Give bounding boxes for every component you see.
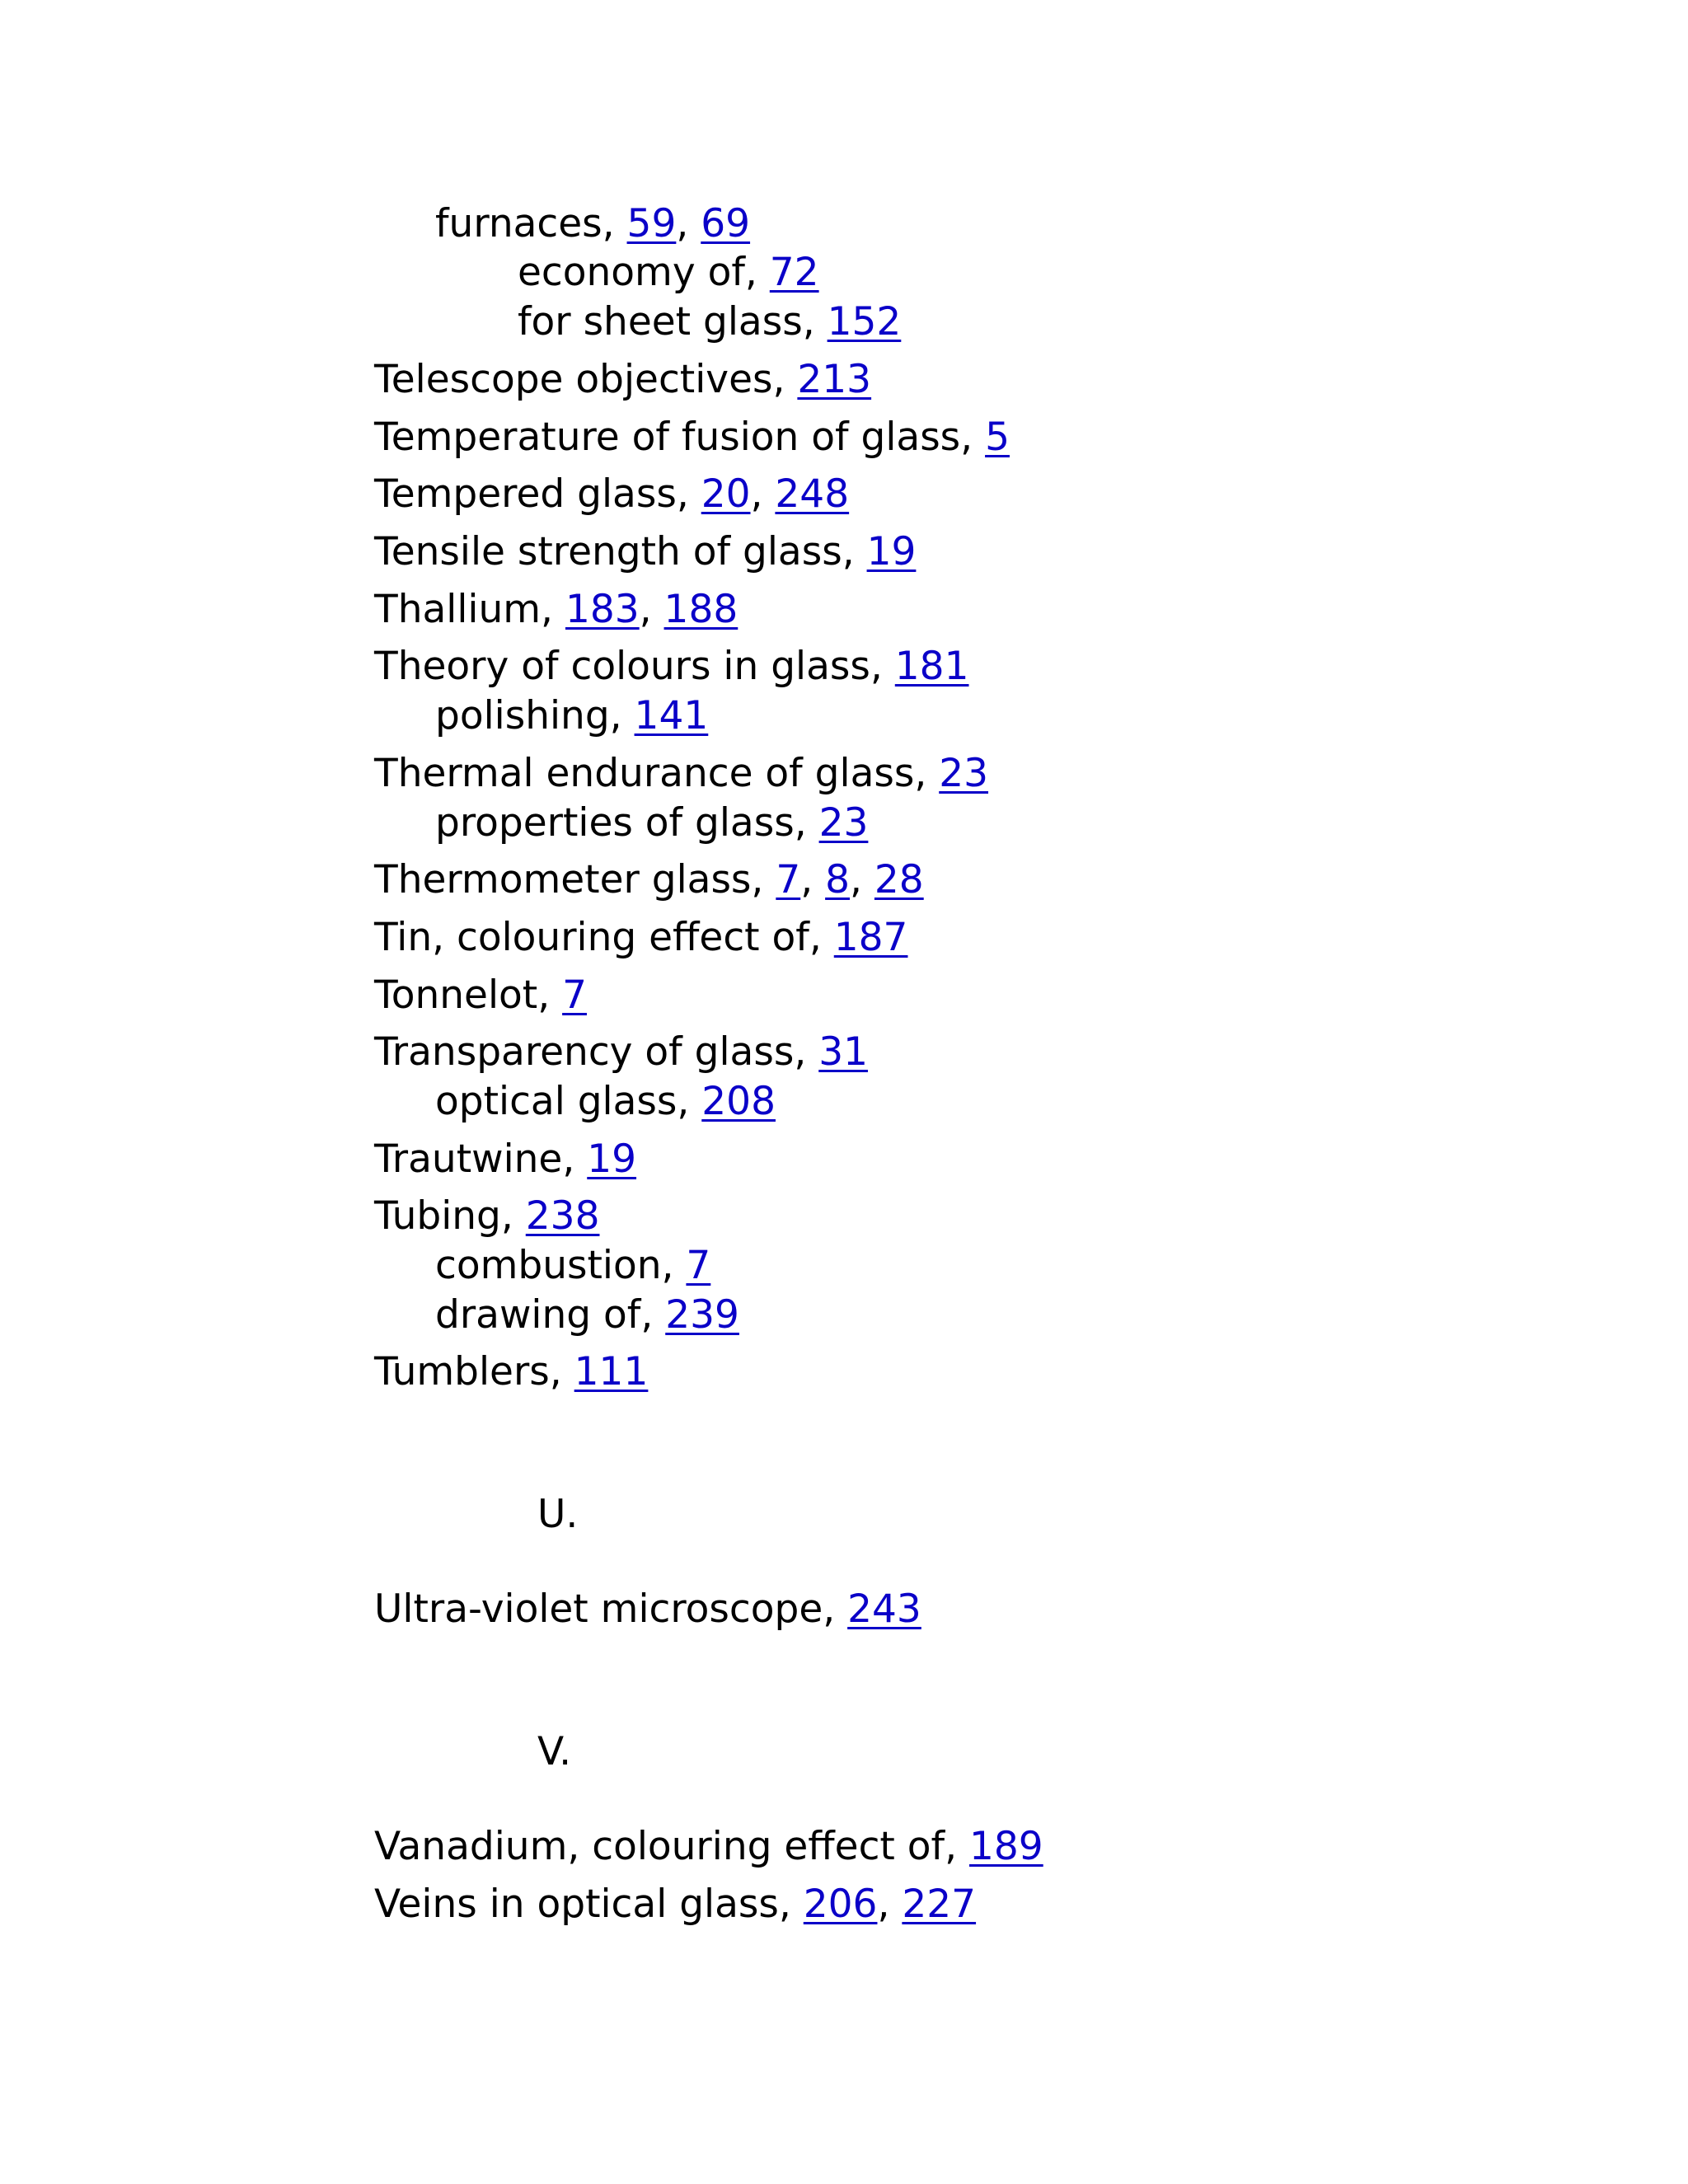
index-entry: [374, 1347, 648, 1397]
index-entry: [374, 913, 907, 963]
index-term: properties of glass,: [435, 800, 819, 846]
page-link[interactable]: 72: [769, 250, 819, 295]
index-term: furnaces,: [435, 201, 627, 246]
index-term: drawing of,: [435, 1292, 666, 1338]
page-link[interactable]: 227: [902, 1882, 977, 1927]
page-link[interactable]: 181: [894, 644, 969, 689]
section-letter-heading: V.: [537, 1729, 572, 1774]
page-link[interactable]: 152: [827, 299, 902, 344]
page-link[interactable]: 23: [939, 751, 989, 796]
index-entry: [374, 1192, 599, 1241]
page-link[interactable]: 31: [818, 1029, 869, 1075]
page-link[interactable]: 7: [562, 972, 587, 1018]
page-link[interactable]: 188: [663, 587, 738, 632]
index-term: Thermal endurance of glass,: [374, 751, 940, 796]
page-link[interactable]: 183: [565, 587, 640, 632]
section-letter-heading: U.: [537, 1492, 579, 1537]
page-separator: ,: [877, 1882, 903, 1927]
index-term: Trautwine,: [374, 1137, 588, 1182]
page-link[interactable]: 111: [574, 1349, 649, 1394]
page-link[interactable]: 7: [686, 1243, 711, 1288]
page-link[interactable]: 28: [874, 857, 924, 902]
index-entry: [374, 413, 1010, 462]
index-term: for sheet glass,: [518, 299, 828, 344]
index-entry: [374, 355, 871, 405]
index-term: Ultra-violet microscope,: [374, 1586, 848, 1632]
index-term: Transparency of glass,: [374, 1029, 819, 1075]
index-subentry: [435, 691, 708, 741]
index-term: optical glass,: [435, 1079, 702, 1124]
index-term: Tumblers,: [374, 1349, 574, 1394]
page-link[interactable]: 187: [833, 915, 908, 960]
index-term: Thermometer glass,: [374, 857, 776, 902]
index-subentry: [435, 799, 868, 848]
index-entry: [374, 1585, 921, 1634]
index-entry: [374, 1880, 976, 1929]
page-separator: ,: [676, 201, 701, 246]
page-link[interactable]: 206: [803, 1882, 878, 1927]
index-term: polishing,: [435, 693, 635, 738]
page-separator: ,: [750, 471, 776, 517]
page-link[interactable]: 248: [775, 471, 850, 517]
index-entry: [374, 1028, 868, 1077]
index-subentry: [435, 1291, 739, 1340]
index-term: Tonnelot,: [374, 972, 563, 1018]
page-link[interactable]: 20: [701, 471, 751, 517]
index-term: Temperature of fusion of glass,: [374, 415, 986, 460]
page-link[interactable]: 238: [525, 1193, 600, 1239]
page-link[interactable]: 239: [665, 1292, 739, 1338]
page-separator: ,: [850, 857, 874, 902]
page-link[interactable]: 19: [587, 1137, 637, 1182]
index-subentry: [435, 1241, 710, 1291]
index-entry: [374, 1135, 636, 1184]
index-term: Vanadium, colouring effect of,: [374, 1824, 969, 1869]
page-link[interactable]: 208: [701, 1079, 776, 1124]
index-term: Tubing,: [374, 1193, 526, 1239]
page-link[interactable]: 213: [797, 357, 872, 402]
page-link[interactable]: 19: [866, 529, 917, 574]
index-entry: [374, 855, 924, 905]
page-separator: ,: [639, 587, 664, 632]
index-subentry: [435, 1077, 776, 1127]
index-entry: [374, 749, 988, 799]
page-link[interactable]: 69: [701, 201, 751, 246]
index-term: economy of,: [518, 250, 770, 295]
page-link[interactable]: 5: [985, 415, 1010, 460]
page-link[interactable]: 7: [776, 857, 801, 902]
page-separator: ,: [800, 857, 826, 902]
index-term: Tin, colouring effect of,: [374, 915, 834, 960]
page-link[interactable]: 59: [626, 201, 677, 246]
index-term: Tempered glass,: [374, 471, 701, 517]
index-term: Tensile strength of glass,: [374, 529, 867, 574]
page-link[interactable]: 23: [818, 800, 869, 846]
index-subentry: [518, 248, 819, 298]
index-subentry: [435, 199, 750, 249]
index-entry: [374, 1822, 1043, 1872]
page-link[interactable]: 189: [968, 1824, 1043, 1869]
index-term: Veins in optical glass,: [374, 1882, 804, 1927]
index-entry: [374, 585, 738, 635]
page-link[interactable]: 243: [847, 1586, 921, 1632]
index-entry: [374, 470, 849, 519]
index-term: Telescope objectives,: [374, 357, 798, 402]
page-link[interactable]: 8: [825, 857, 851, 902]
index-subentry: [518, 298, 901, 347]
index-entry: [374, 642, 969, 691]
index-term: Theory of colours in glass,: [374, 644, 895, 689]
index-term: Thallium,: [374, 587, 565, 632]
index-entry: [374, 527, 916, 577]
page-link[interactable]: 141: [634, 693, 709, 738]
index-term: combustion,: [435, 1243, 687, 1288]
index-entry: [374, 971, 587, 1020]
